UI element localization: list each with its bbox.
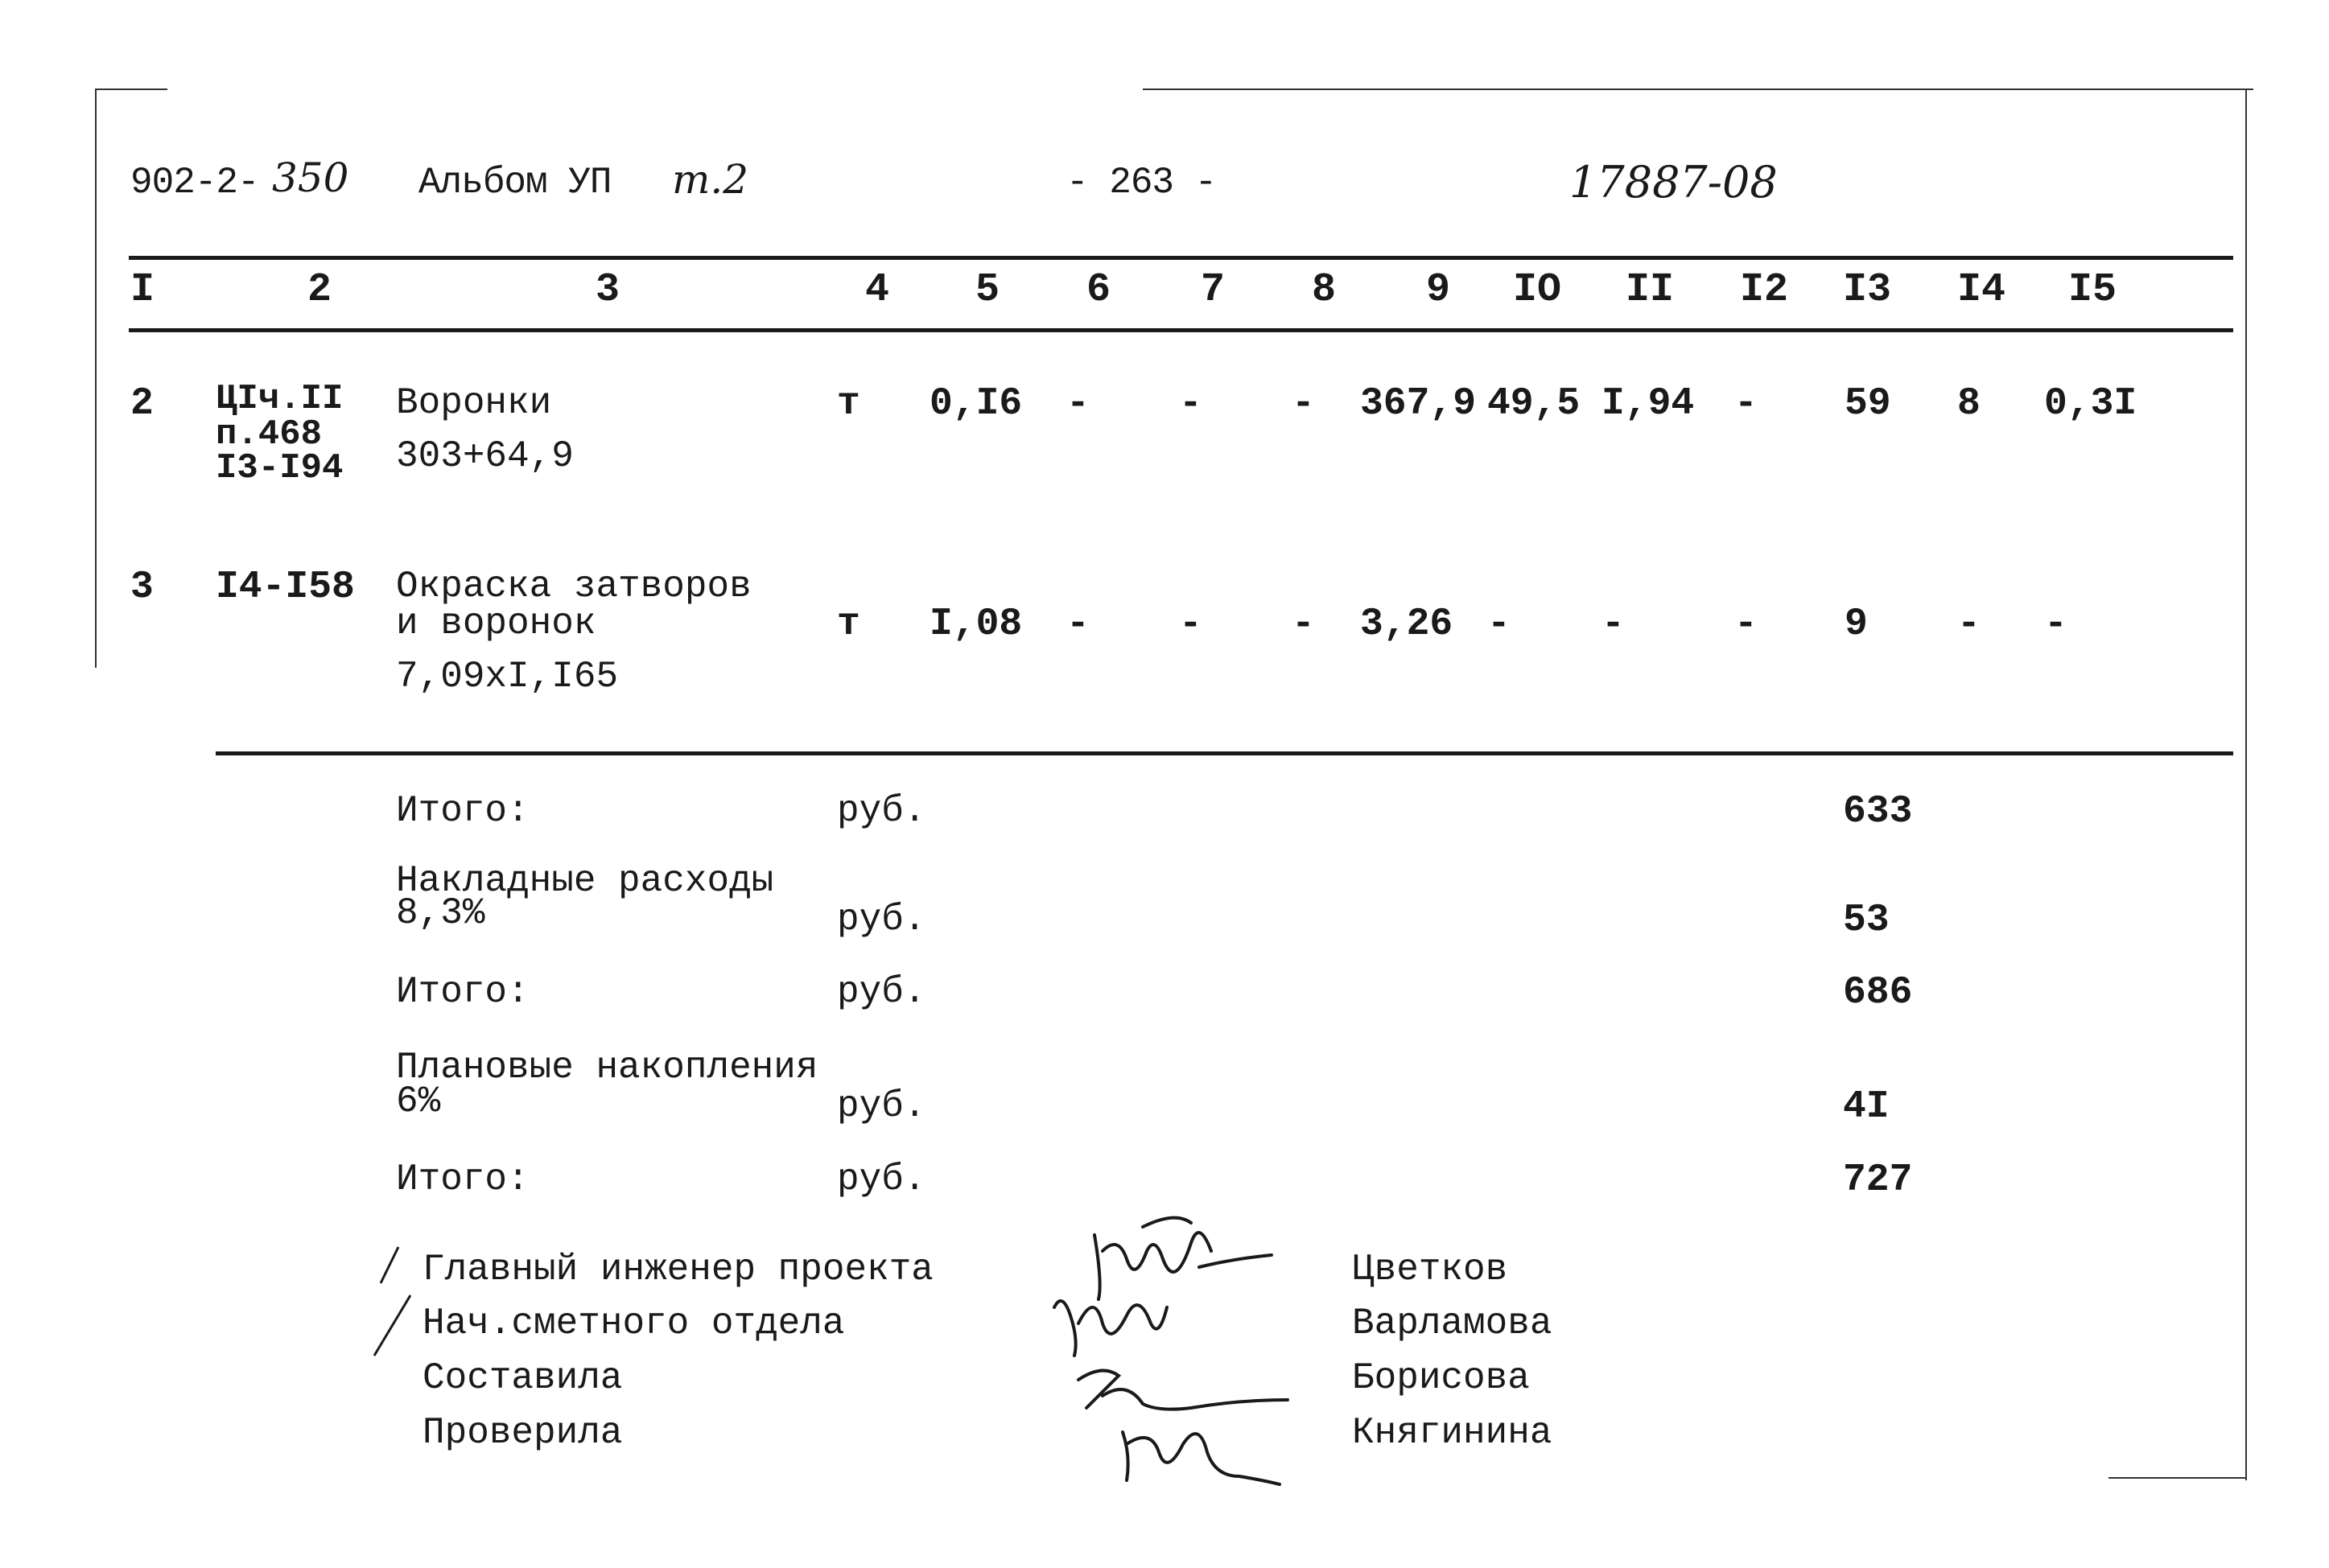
header-rule-bottom [129,328,2233,332]
total-label: 6% [396,1080,441,1122]
table-row-name: 7,09хI,I65 [396,656,619,698]
column-number: IO [1513,267,1562,313]
total-unit: руб. [837,1085,926,1127]
total-label: Накладные расходы [396,860,774,902]
table-cell: - [1601,603,1625,646]
table-cell: - [1066,603,1090,646]
signature-name: Цветков [1352,1249,1508,1290]
table-row-name: Воронки [396,382,552,424]
table-cell: 9 [1845,603,1868,646]
frame-bottom-right [2108,1477,2247,1479]
total-value: 686 [1843,971,1913,1014]
total-label: Итого: [396,971,530,1013]
column-number: 6 [1086,267,1111,313]
total-unit: руб. [837,971,926,1013]
table-cell: - [1179,382,1202,426]
total-label: Итого: [396,1159,530,1200]
table-cell: 3,26 [1360,603,1453,646]
column-number: I5 [2068,267,2117,313]
document-code-handwritten: 350 [272,154,349,201]
table-row-number: 3 [130,566,154,609]
frame-left [95,88,97,668]
column-number: 5 [975,267,1000,313]
column-number: 4 [865,267,890,313]
column-number: I [130,267,155,313]
doc-number-handwritten: 17887-08 [1569,157,1778,208]
table-cell: - [1066,382,1090,426]
signature-role: Нач.сметного отдела [423,1303,845,1344]
table-cell: 8 [1957,382,1981,426]
handwritten-signatures [1030,1203,1352,1492]
total-value: 4I [1843,1085,1890,1129]
column-number: I4 [1957,267,2006,313]
frame-right [2245,88,2247,1480]
column-number: I2 [1740,267,1789,313]
column-number: I3 [1843,267,1892,313]
table-row-name: 303+64,9 [396,435,574,477]
table-cell-unit: т [837,382,860,426]
table-row-reference: I4-I58 [216,566,355,609]
table-cell: - [1292,603,1315,646]
table-cell: - [2044,603,2067,646]
table-cell: - [1292,382,1315,426]
table-cell: - [1179,603,1202,646]
table-cell: 49,5 [1487,382,1581,426]
total-unit: руб. [837,899,926,940]
album-volume-handwritten: т.2 [672,156,749,203]
table-row-reference: п.468 [216,414,323,455]
total-unit: руб. [837,790,926,832]
table-cell: - [1734,603,1758,646]
signature-name: Варламова [1352,1303,1552,1344]
table-cell: 59 [1845,382,1891,426]
page-number: - 263 - [1066,162,1217,204]
signature-role: Проверила [423,1412,623,1454]
table-cell: I,94 [1601,382,1695,426]
column-number: 8 [1312,267,1337,313]
column-number: 3 [596,267,620,313]
table-row-reference: I3-I94 [216,448,344,488]
table-cell: - [1957,603,1981,646]
table-cell: 0,I6 [930,382,1023,426]
table-row-number: 2 [130,382,154,426]
column-number: II [1626,267,1675,313]
table-cell: I,08 [930,603,1023,646]
total-value: 53 [1843,899,1890,942]
signature-slash-marks [366,1243,423,1372]
table-row-reference: ЦIч.II [216,379,344,419]
frame-top-right [1143,88,2253,90]
total-unit: руб. [837,1159,926,1200]
column-number: 2 [307,267,332,313]
table-cell: - [1487,603,1511,646]
total-label: Итого: [396,790,530,832]
total-label: Плановые накопления [396,1047,818,1089]
table-row-name: и воронок [396,603,596,644]
total-value: 727 [1843,1159,1913,1202]
total-value: 633 [1843,790,1913,833]
header-rule-top [129,256,2233,260]
album-label: Альбом УП [418,162,612,204]
column-number: 9 [1426,267,1451,313]
table-cell: 367,9 [1360,382,1477,426]
signature-name: Княгинина [1352,1412,1552,1454]
table-row-name: Окраска затворов [396,566,752,607]
table-cell-unit: т [837,603,860,646]
total-label: 8,3% [396,892,485,934]
signature-role: Главный инженер проекта [423,1249,934,1290]
signature-name: Борисова [1352,1357,1530,1399]
table-cell: - [1734,382,1758,426]
signature-role: Составила [423,1357,623,1399]
totals-rule [216,751,2233,755]
document-code: 902-2- [130,162,259,204]
frame-top-left [95,88,167,90]
column-number: 7 [1201,267,1226,313]
table-cell: 0,3I [2044,382,2137,426]
